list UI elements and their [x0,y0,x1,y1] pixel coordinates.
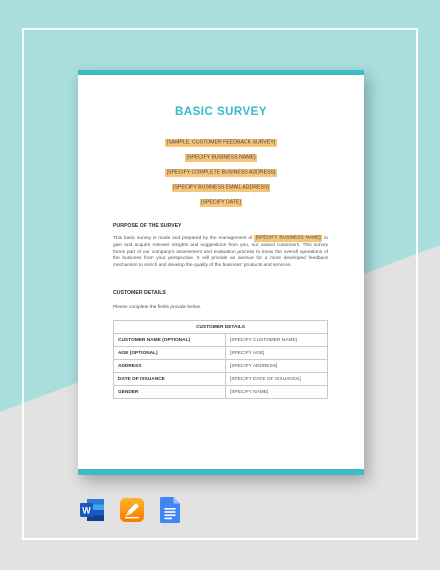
table-row [114,360,328,373]
row-label-customer-name: CUSTOMER NAME (OPTIONAL) [114,334,226,347]
placeholder-sample-survey: [SAMPLE: CUSTOMER FEEDBACK SURVEY] [166,140,276,146]
purpose-text-after: to gain and acquire relevant insights and suggestions from you, our valued customers. This survey forms part of our company's assessment and evaluation process to know the overall operations of the business from your perspective. It will provide an avenue for a more developed feedback mechanism to enrich and develop the quality of the business' products and services. [113,236,328,269]
placeholder-business-email: [SPECIFY BUSINESS EMAIL ADDRESS] [173,185,269,191]
table-header-row [114,321,328,334]
placeholder-date: [SPECIFY DATE] [201,200,241,206]
row-value-age: [SPECIFY AGE] [226,347,328,360]
row-value-date-of-issuance: [SPECIFY DATE OF ISSUANCE] [226,373,328,386]
row-value-customer-name: [SPECIFY CUSTOMER NAME] [226,334,328,347]
customer-details-heading: CUSTOMER DETAILS [113,290,166,296]
document-title: BASIC SURVEY [174,106,268,118]
customer-details-instruction: Please complete the fields provide below. [113,305,201,310]
google-docs-icon[interactable] [160,497,180,523]
customer-details-table [113,320,328,399]
word-letter: W [82,505,91,516]
placeholder-line [78,185,364,191]
placeholder-line [78,200,364,206]
placeholder-line [78,170,364,176]
table-row [114,373,328,386]
document-bottom-bar [78,469,364,475]
table-row [114,334,328,347]
table-title: CUSTOMER DETAILS [114,321,328,334]
row-label-date-of-issuance: DATE OF ISSUANCE [114,373,226,386]
document-page [78,70,364,475]
purpose-heading: PURPOSE OF THE SURVEY [113,223,182,229]
document-top-bar [78,70,364,75]
row-label-age: AGE (OPTIONAL) [114,347,226,360]
purpose-business-name-placeholder: [SPECIFY BUSINESS NAME] [255,236,321,241]
row-value-gender: [SPECIFY NAME] [226,386,328,399]
apple-pages-icon[interactable] [120,498,144,522]
placeholder-line [78,140,364,146]
purpose-paragraph [113,236,328,270]
table-row [114,386,328,399]
purpose-text-before: This basic survey is made and prepared by the management of [113,236,255,241]
placeholder-business-address: [SPECIFY COMPLETE BUSINESS ADDRESS] [166,170,276,176]
row-label-gender: GENDER [114,386,226,399]
row-value-address: [SPECIFY ADDRESS] [226,360,328,373]
microsoft-word-icon[interactable] [79,497,105,523]
placeholder-business-name: [SPECIFY BUSINESS NAME] [186,155,256,161]
row-label-address: ADDRESS [114,360,226,373]
placeholder-line [78,155,364,161]
table-row [114,347,328,360]
